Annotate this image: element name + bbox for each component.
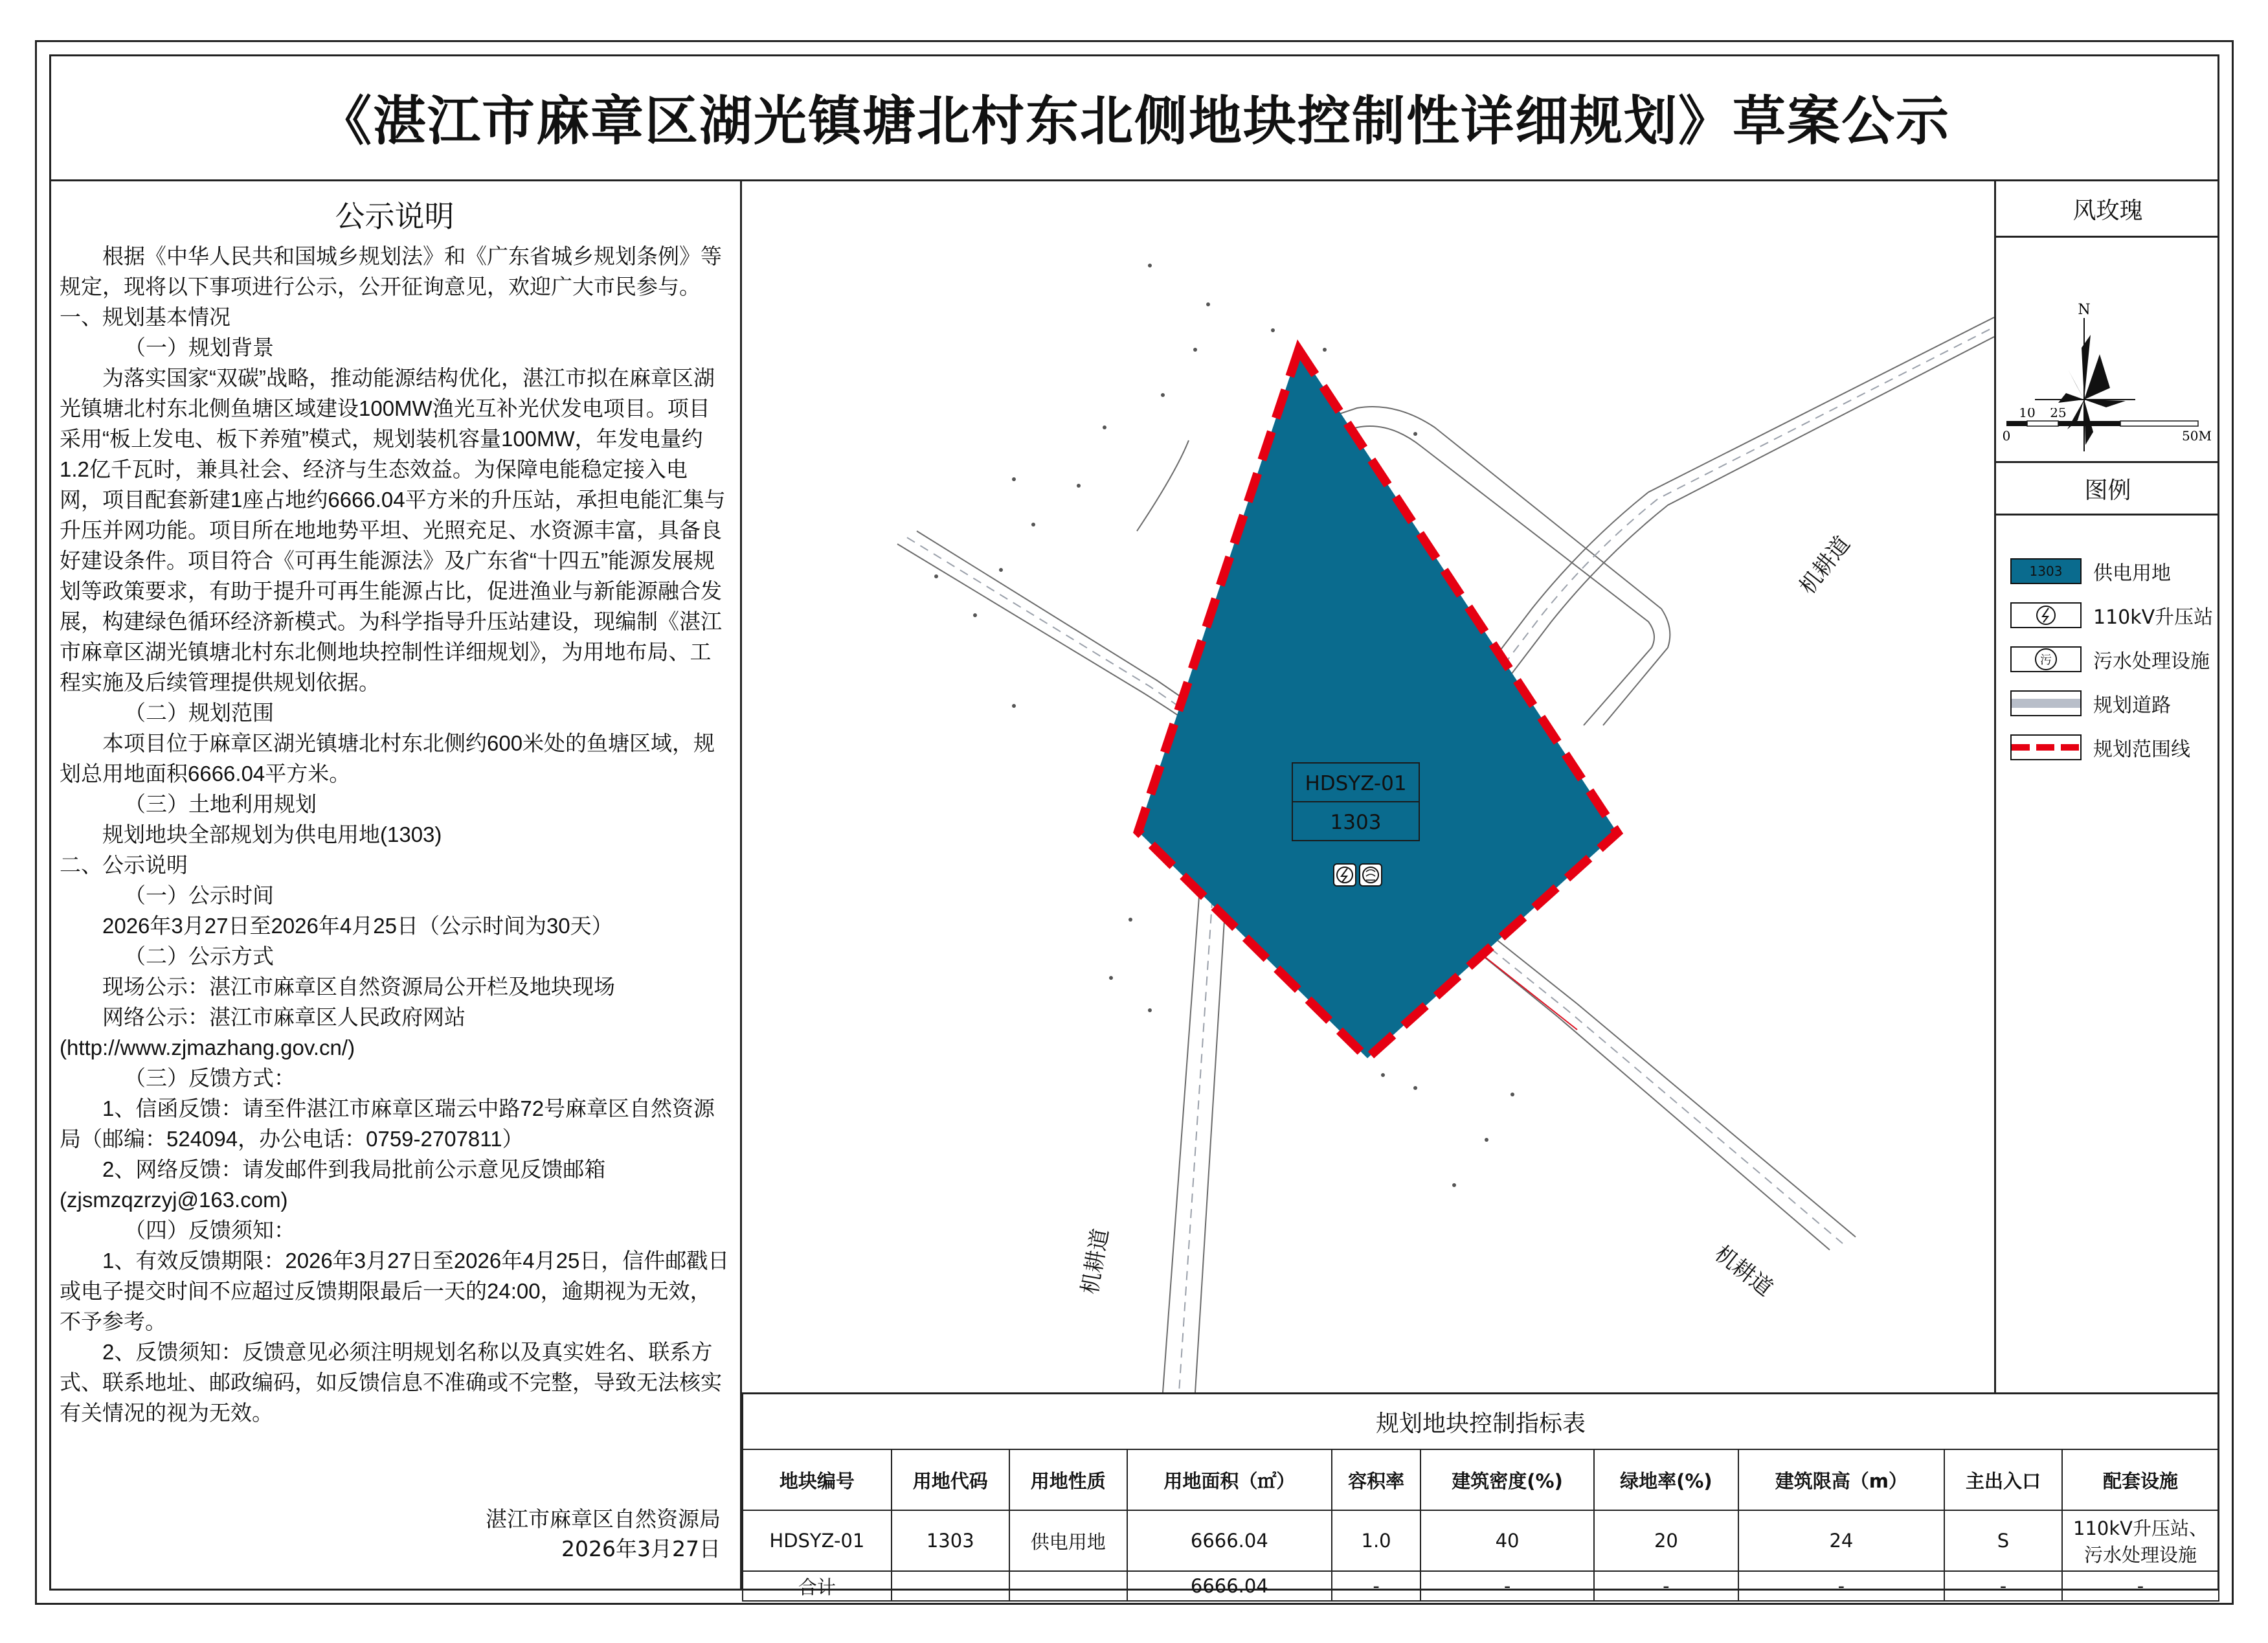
th-parcel-id: 地块编号 xyxy=(743,1449,892,1510)
notice-sub-landuse: （三）土地利用规划 xyxy=(124,792,317,816)
notice-sub-method: （二）公示方式 xyxy=(124,944,274,968)
scale-tick-25: 25 xyxy=(2050,408,2067,420)
substation-icon xyxy=(1334,864,1356,886)
legend-item-road xyxy=(2010,689,2171,718)
cell-parcel-id: HDSYZ-01 xyxy=(743,1510,892,1571)
legend-title: 图例 xyxy=(1996,461,2219,516)
th-area: 用地面积（㎡） xyxy=(1127,1449,1332,1510)
total-height: - xyxy=(1738,1571,1944,1601)
table-caption: 规划地块控制指标表 xyxy=(743,1394,2219,1450)
notice-landuse-text: 规划地块全部规划为供电用地(1303) xyxy=(102,822,442,846)
legend-label-road: 规划道路 xyxy=(2093,694,2171,717)
legend-label-boundary: 规划范围线 xyxy=(2093,738,2190,761)
sewage-legend-icon: 污 xyxy=(2035,648,2057,670)
cell-height: 24 xyxy=(1738,1510,1944,1571)
notice-sub-feedback: （三）反馈方式： xyxy=(124,1066,295,1090)
title-bar xyxy=(49,54,2219,181)
th-land-code: 用地代码 xyxy=(892,1449,1009,1510)
notice-sub-scope: （二）规划范围 xyxy=(124,701,274,725)
notice-onsite-text: 现场公示：湛江市麻章区自然资源局公开栏及地块现场 xyxy=(102,975,615,999)
lightning-icon xyxy=(2035,604,2057,626)
map-panel[interactable] xyxy=(742,181,1994,1392)
cell-facilities: 110kV升压站、污水处理设施 xyxy=(2062,1510,2219,1571)
scale-bar-graphic xyxy=(1996,408,2219,453)
legend-item-boundary xyxy=(2010,733,2190,762)
total-far: - xyxy=(1332,1571,1420,1601)
total-density: - xyxy=(1420,1571,1594,1601)
road-label-south: 机耕道 xyxy=(1077,1227,1114,1297)
th-land-type: 用地性质 xyxy=(1009,1449,1127,1510)
table-header-row xyxy=(743,1449,2219,1510)
total-land-code xyxy=(892,1571,1009,1601)
notice-section-2: 二、公示说明 xyxy=(60,853,188,877)
total-green: - xyxy=(1594,1571,1738,1601)
notice-email-link[interactable]: (zjsmzqzrzyj@163.com) xyxy=(60,1188,288,1212)
cell-land-code: 1303 xyxy=(892,1510,1009,1571)
legend-label-power-land: 供电用地 xyxy=(2093,562,2171,585)
legend-label-substation: 110kV升压站 xyxy=(2093,606,2214,629)
th-far: 容积率 xyxy=(1332,1449,1420,1510)
notice-background-text: 为落实国家“双碳”战略，推动能源结构优化，湛江市拟在麻章区湖光镇塘北村东北侧鱼塘区域建设100MW渔光互补光伏发电项目。项目采用“板上发电、板下养殖”模式，规划装机容量100MW，年发电量约1.2亿千瓦时，兼具社会、经济与生态效益。为保障电能稳定接入电网，项目配套新建1座占地约6666.04平方米的升压站，承担电能汇集与升压并网功能。项目所在地地势平坦、光照充足、水资源丰富，具备良好建设条件。项目符合《可再生能源法》及广东省“十四五”能源发展规划等政策要求，有助于提升可再生能源占比，促进渔业与新能源融合发展，构建绿色循环经济新模式。为科学指导升压站建设，现编制《湛江市麻章区湖光镇塘北村东北侧地块控制性详细规划》，为用地布局、工程实施及后续管理提供规划依据。 xyxy=(60,366,726,694)
notice-letter-text: 1、信函反馈：请至件湛江市麻章区瑞云中路72号麻章区自然资源局（邮编：524094，办公电话：0759-2707811） xyxy=(60,1096,715,1151)
map-canvas[interactable] xyxy=(742,181,1994,1392)
table-row xyxy=(743,1510,2219,1571)
total-label: 合计 xyxy=(743,1571,892,1601)
notice-panel xyxy=(49,181,742,1591)
table-total-row xyxy=(743,1571,2219,1601)
side-panel xyxy=(1994,181,2219,1392)
legend-swatch-road xyxy=(2010,690,2082,716)
notice-time-text: 2026年3月27日至2026年4月25日（公示时间为30天） xyxy=(102,914,613,938)
parcel-hdsyz-01[interactable] xyxy=(1138,350,1617,1058)
page-title: 《湛江市麻章区湖光镇塘北村东北侧地块控制性详细规划》草案公示 xyxy=(318,91,1950,152)
notice-rule-1: 1、有效反馈期限：2026年3月27日至2026年4月25日，信件邮戳日或电子提交时间不应超过反馈期限最后一天的24:00，逾期视为无效，不予参考。 xyxy=(60,1249,730,1333)
north-label: N xyxy=(2078,302,2091,318)
total-land-type xyxy=(1009,1571,1127,1601)
th-height: 建筑限高（m） xyxy=(1738,1449,1944,1510)
road-label-se: 机耕道 xyxy=(1709,1240,1778,1302)
cell-entrance: S xyxy=(1944,1510,2062,1571)
notice-sub-time: （一）公示时间 xyxy=(124,883,274,907)
notice-online-text: 网络公示：湛江市麻章区人民政府网站 xyxy=(102,1005,466,1029)
cell-green: 20 xyxy=(1594,1510,1738,1571)
parcel-code-label: 1303 xyxy=(1330,811,1382,834)
notice-date: 2026年3月27日 xyxy=(561,1536,721,1561)
notice-signer: 湛江市麻章区自然资源局 xyxy=(486,1506,721,1532)
windrose-title: 风玫瑰 xyxy=(1996,181,2219,238)
notice-scope-text: 本项目位于麻章区湖光镇塘北村东北侧约600米处的鱼塘区域，规划总用地面积6666.04平方米。 xyxy=(60,731,715,786)
cell-area: 6666.04 xyxy=(1127,1510,1332,1571)
th-entrance: 主出入口 xyxy=(1944,1449,2062,1510)
total-area: 6666.04 xyxy=(1127,1571,1332,1601)
sewage-icon xyxy=(1360,864,1382,886)
legend-item-substation xyxy=(2010,601,2213,629)
parcel-id-label: HDSYZ-01 xyxy=(1305,772,1407,795)
notice-sub-rules: （四）反馈须知： xyxy=(124,1218,295,1242)
th-facilities: 配套设施 xyxy=(2062,1449,2219,1510)
legend-swatch-substation xyxy=(2010,602,2082,628)
notice-section-1: 一、规划基本情况 xyxy=(60,305,230,329)
legend-item-sewage xyxy=(2010,645,2210,674)
scale-tick-10: 10 xyxy=(2019,408,2036,420)
legend-swatch-boundary xyxy=(2010,734,2082,760)
notice-sub-background: （一）规划背景 xyxy=(124,335,274,359)
total-facilities: - xyxy=(2062,1571,2219,1601)
legend-swatch-1303: 1303 xyxy=(2010,558,2082,584)
legend-label-sewage: 污水处理设施 xyxy=(2093,650,2210,673)
scale-tick-50: 50M xyxy=(2182,428,2212,444)
notice-rule-2: 2、反馈须知：反馈意见必须注明规划名称以及真实姓名、联系方式、联系地址、邮政编码，如反馈信息不准确或不完整，导致无法核实有关情况的视为无效。 xyxy=(60,1340,722,1425)
notice-heading: 公示说明 xyxy=(335,199,455,234)
th-green: 绿地率(%) xyxy=(1594,1449,1738,1510)
notice-website-link[interactable]: (http://www.zjmazhang.gov.cn/) xyxy=(60,1036,355,1059)
control-table xyxy=(742,1392,2219,1602)
notice-intro: 根据《中华人民共和国城乡规划法》和《广东省城乡规划条例》等规定，现将以下事项进行公示，公开征询意见，欢迎广大市民参与。 xyxy=(60,244,722,299)
cell-far: 1.0 xyxy=(1332,1510,1420,1571)
legend-swatch-sewage xyxy=(2010,646,2082,672)
cell-land-type: 供电用地 xyxy=(1009,1510,1127,1571)
legend-item-power-land xyxy=(2010,557,2171,585)
th-density: 建筑密度(%) xyxy=(1420,1449,1594,1510)
scale-tick-0: 0 xyxy=(2002,428,2011,444)
cell-density: 40 xyxy=(1420,1510,1594,1571)
total-entrance: - xyxy=(1944,1571,2062,1601)
road-label-ne: 机耕道 xyxy=(1794,531,1856,600)
notice-email-text: 2、网络反馈：请发邮件到我局批前公示意见反馈邮箱 xyxy=(102,1157,606,1181)
